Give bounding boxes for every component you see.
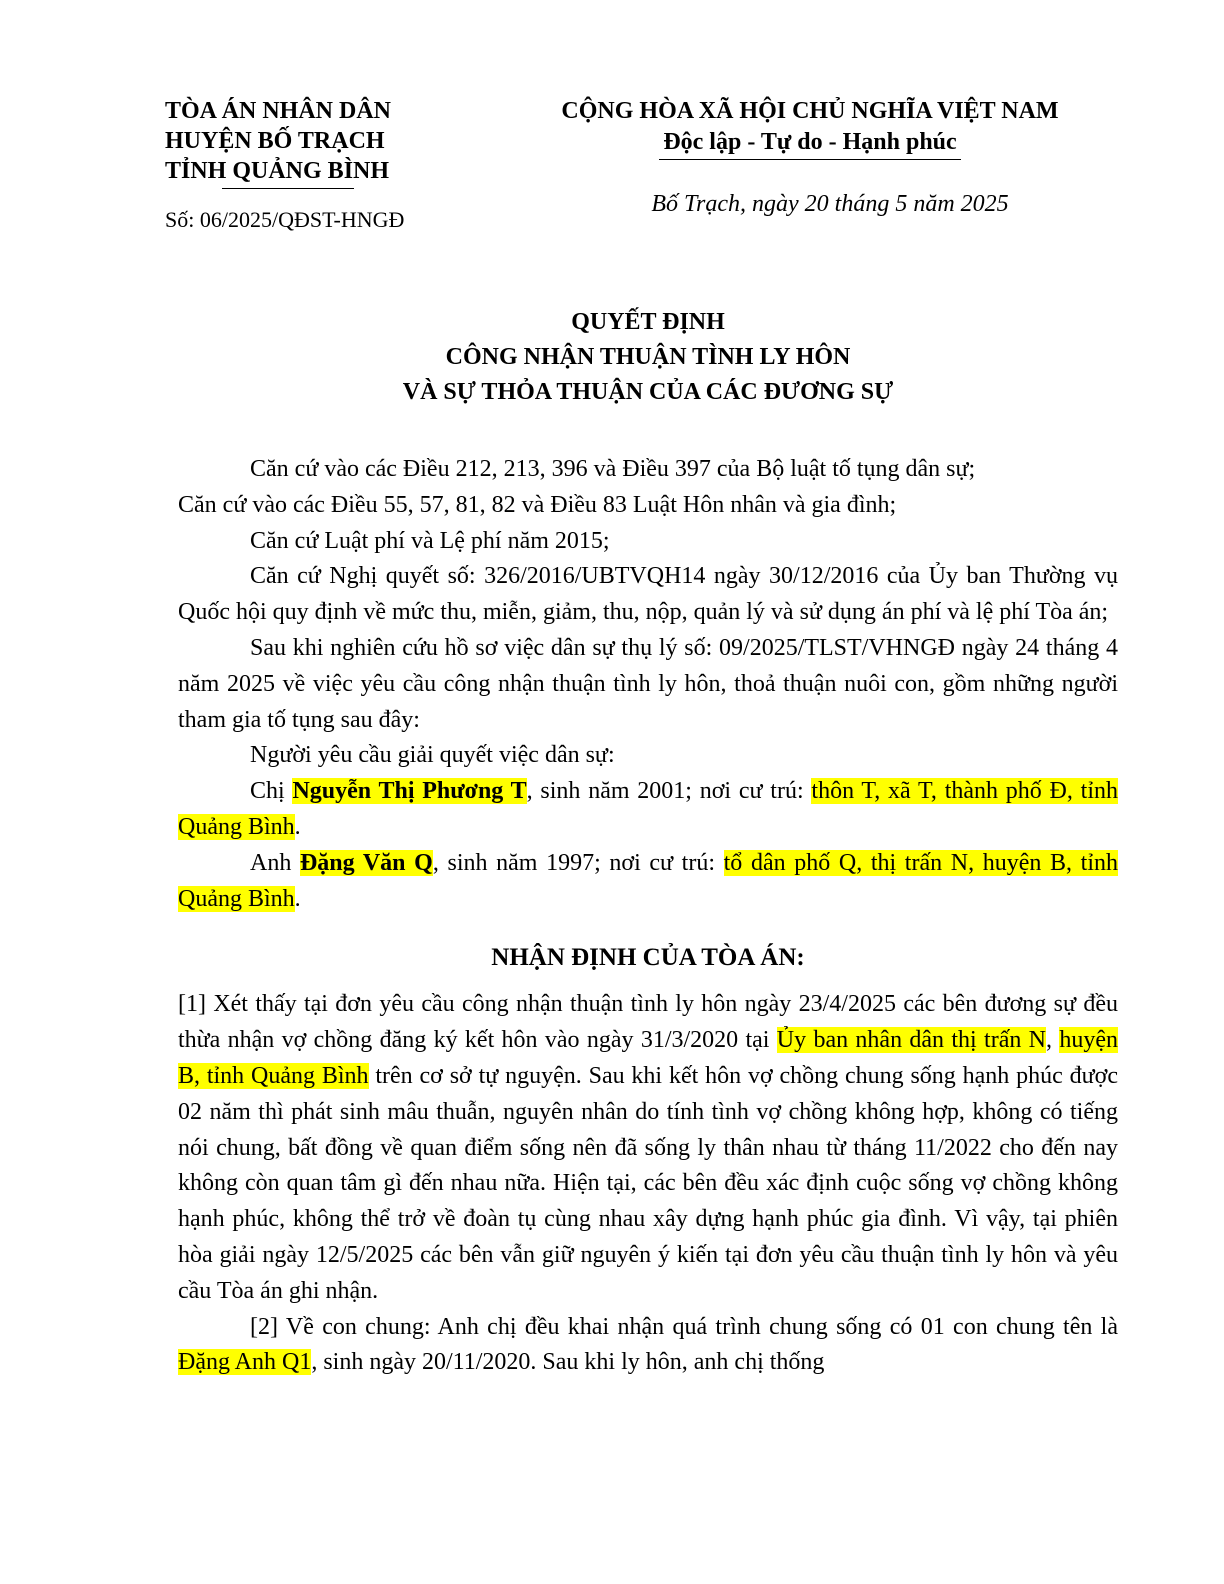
requesters-label: Người yêu cầu giải quyết việc dân sự: (250, 742, 615, 769)
party-1-address: thôn T, xã T, thành phố Đ, tỉnh Quảng Bình (178, 778, 1119, 840)
party-2-address: tổ dân phố Q, thị trấn N, huyện B, tỉnh Quảng Bình (178, 849, 1118, 912)
header-divider (222, 188, 354, 189)
basis-family-law: Căn cứ vào các Điều 55, 57, 81, 82 và Điều 83 Luật Hôn nhân và gia đình; (178, 491, 897, 518)
court-district: HUYỆN BỐ TRẠCH (165, 128, 385, 154)
finding-1: [1] Xét thấy tại đơn yêu cầu công nhận thuận tình ly hôn ngày 23/4/2025 các bên đương sự đều thừa nhận vợ chồng đăng ký kết hôn vào ngày 31/3/2020 tại Ủy ban nhân dân thị trấn N, huyện B, tỉnh Quảng Bình trên cơ sở tự nguyện. Sau khi kết hôn vợ chồng chung sống hạnh phúc được 02 năm thì phát sinh mâu thuẫn, nguyên nhân do tính tình vợ chồng không hợp, không có tiếng nói chung, bất đồng về quan điểm sống nên đã sống ly thân nhau từ tháng 11/2022 cho đến nay không còn quan tâm gì đến nhau nữa. Hiện tại, các bên đều xác định cuộc sống vợ chồng không hạnh phúc, không thể trở về đoàn tụ cùng nhau xây dựng hạnh phúc gia đình. Vì vậy, tại phiên hòa giải ngày 12/5/2025 các bên vẫn giữ nguyên ý kiến tại đơn yêu cầu thuận tình ly hôn và yêu cầu Tòa án ghi nhận. (178, 991, 1118, 1304)
document-title (178, 305, 1118, 410)
nation-title: CỘNG HÒA XÃ HỘI CHỦ NGHĨA VIỆT NAM (561, 98, 1059, 124)
case-number: Số: 06/2025/QĐST-HNGĐ (165, 207, 405, 232)
court-province: TỈNH QUẢNG BÌNH (165, 158, 390, 184)
child-name: Đặng Anh Q1 (178, 1349, 312, 1376)
national-motto: Độc lập - Tự do - Hạnh phúc (659, 127, 960, 160)
national-header (530, 96, 1090, 160)
party-1-name: Nguyễn Thị Phương T (292, 778, 527, 805)
document-date: Bố Trạch, ngày 20 tháng 5 năm 2025 (651, 191, 1009, 217)
party-1: Chị Nguyễn Thị Phương T, sinh năm 2001; nơi cư trú: thôn T, xã T, thành phố Đ, tỉnh Quảng Bình. (178, 778, 1119, 840)
section-heading: NHẬN ĐỊNH CỦA TÒA ÁN: (491, 944, 805, 972)
title-line-2: CÔNG NHẬN THUẬN TÌNH LY HÔN (445, 344, 851, 370)
finding-2: [2] Về con chung: Anh chị đều khai nhận quá trình chung sống có 01 con chung tên là Đặng Anh Q1, sinh ngày 20/11/2020. Sau khi ly hôn, anh chị thống (178, 1313, 1118, 1376)
registration-authority: Ủy ban nhân dân thị trấn N (776, 1027, 1047, 1054)
party-2-name: Đặng Văn Q (299, 849, 433, 876)
title-line-3: VÀ SỰ THỎA THUẬN CỦA CÁC ĐƯƠNG SỰ (402, 379, 894, 405)
registration-location: huyện B, tỉnh Quảng Bình (178, 1027, 1118, 1089)
court-name: TÒA ÁN NHÂN DÂN (165, 98, 392, 124)
document-body (178, 452, 1118, 1381)
party-2: Anh Đặng Văn Q, sinh năm 1997; nơi cư trú: tổ dân phố Q, thị trấn N, huyện B, tỉnh Quảng Bình. (178, 849, 1118, 912)
basis-resolution: Căn cứ Nghị quyết số: 326/2016/UBTVQH14 ngày 30/12/2016 của Ủy ban Thường vụ Quốc hội quy định về mức thu, miễn, giảm, thu, nộp, quản lý và sử dụng án phí và lệ phí Tòa án; (178, 563, 1118, 626)
basis-civil-procedure: Căn cứ vào các Điều 212, 213, 396 và Điều 397 của Bộ luật tố tụng dân sự; (250, 456, 976, 482)
court-header (165, 96, 465, 189)
case-study-paragraph: Sau khi nghiên cứu hồ sơ việc dân sự thụ lý số: 09/2025/TLST/VHNGĐ ngày 24 tháng 4 năm 2025 về việc yêu cầu công nhận thuận tình ly hôn, thoả thuận nuôi con, gồm những người tham gia tố tụng sau đây: (178, 634, 1118, 733)
title-line-1: QUYẾT ĐỊNH (571, 309, 725, 335)
basis-fee-law: Căn cứ Luật phí và Lệ phí năm 2015; (250, 527, 610, 554)
